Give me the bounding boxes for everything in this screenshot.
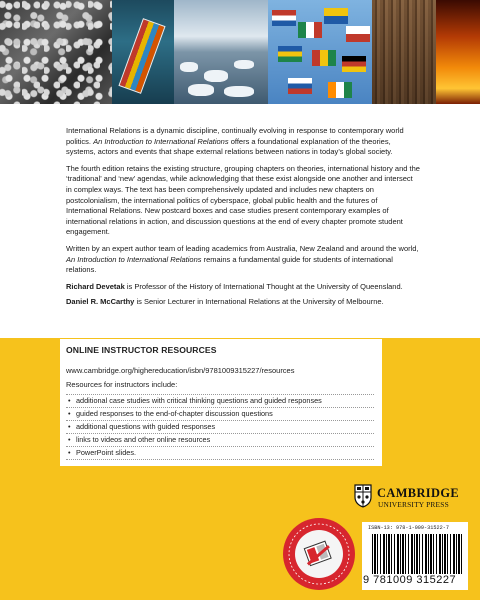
barcode-number: 9 781009 315227 bbox=[363, 574, 457, 586]
blurb-paragraph-3: Written by an expert author team of leading academics from Australia, New Zealand and around the world, An Introduction to International Relations remains a fundamental guide for students of international relations. bbox=[66, 243, 419, 275]
crowd-photo bbox=[0, 0, 112, 104]
list-item: • additional case studies with critical thinking questions and guided responses bbox=[66, 394, 374, 407]
flags-photo bbox=[268, 0, 372, 104]
sea-ice-photo bbox=[174, 0, 268, 104]
container-ship-photo bbox=[112, 0, 174, 104]
book-icon bbox=[283, 518, 355, 590]
list-item: • PowerPoint slides. bbox=[66, 446, 374, 460]
wildfire-photo bbox=[436, 0, 480, 104]
author-bio-2: Daniel R. McCarthy is Senior Lecturer in International Relations at the University of Melbourne. bbox=[66, 297, 384, 307]
crest-icon bbox=[354, 484, 372, 508]
list-item: • guided responses to the end-of-chapter discussion questions bbox=[66, 407, 374, 420]
author-bio-1: Richard Devetak is Professor of the History of International Thought at the University of Queensland. bbox=[66, 281, 403, 291]
cover-photo-strip bbox=[0, 0, 480, 104]
resources-intro: Resources for instructors include: bbox=[66, 380, 178, 389]
back-cover-blurb bbox=[66, 126, 420, 313]
publisher-subname: UNIVERSITY PRESS bbox=[378, 500, 449, 509]
city-photo bbox=[372, 0, 436, 104]
sticker-badge bbox=[283, 518, 355, 590]
resources-list bbox=[66, 394, 374, 460]
list-item: • links to videos and other online resources bbox=[66, 433, 374, 446]
resources-title: ONLINE INSTRUCTOR RESOURCES bbox=[66, 345, 217, 355]
publisher-logo bbox=[354, 484, 478, 512]
blurb-paragraph-1: International Relations is a dynamic discipline, continually evolving in response to contemporary world politics. An Introduction to International Relations offers a foundational explanation of the theories, systems, actors and events that shape external relations between nations in today’s global society. bbox=[66, 126, 404, 157]
list-item: • additional questions with guided responses bbox=[66, 420, 374, 433]
isbn-label: ISBN-13: 978-1-009-31522-7 bbox=[368, 525, 449, 531]
barcode bbox=[362, 522, 468, 590]
barcode-bars bbox=[372, 534, 462, 574]
resources-url[interactable]: www.cambridge.org/highereducation/isbn/9781009315227/resources bbox=[66, 366, 295, 375]
blurb-paragraph-2: The fourth edition retains the existing structure, grouping chapters on theories, international history and the ‘traditional’ and ‘new’ agendas, while acknowledging that these exist alongside one another and intersect in complex ways. The text has been comprehensively updated and includes new chapters on postcolonialism, the international politics of cyberspace, global public health and the futures of International Relations. New postcard boxes and case studies present contemporary examples of international relations in action, and discussion questions at the end of every chapter promote student engagement. bbox=[66, 163, 420, 237]
publisher-name: CAMBRIDGE bbox=[377, 486, 460, 500]
